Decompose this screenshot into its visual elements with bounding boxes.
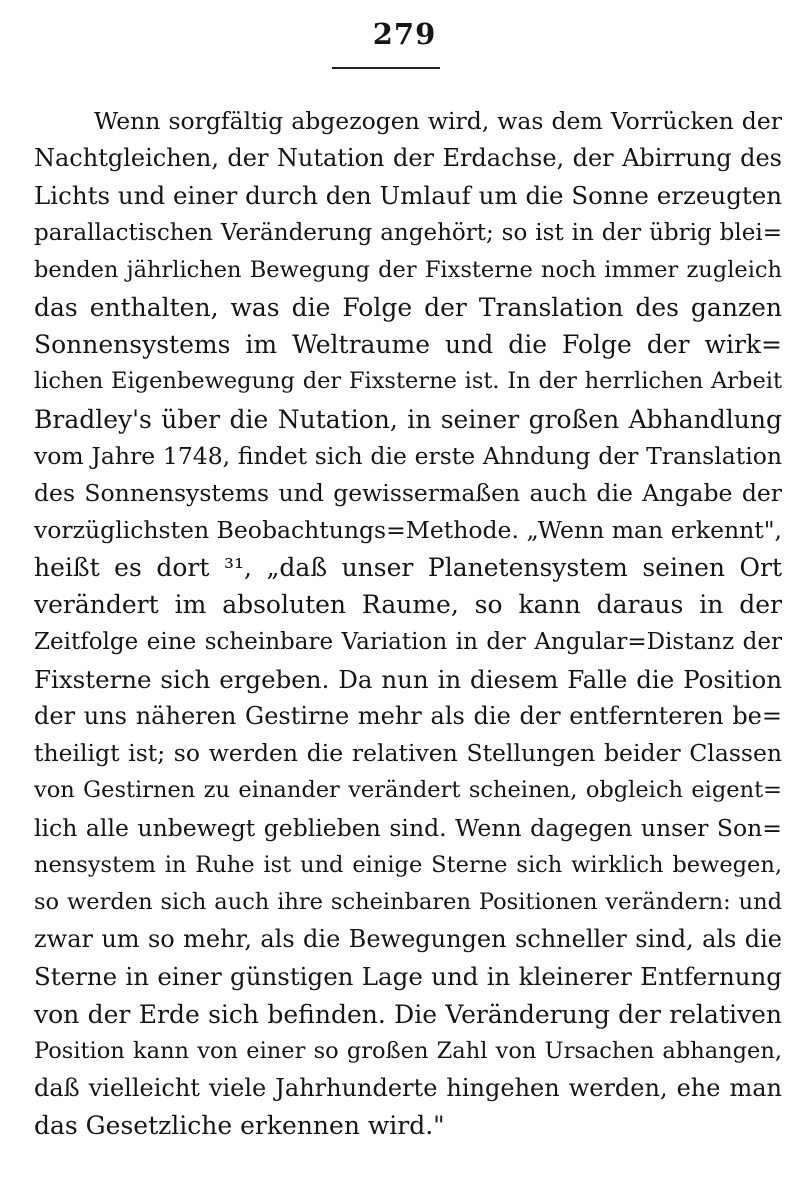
text-line: so werden sich auch ihre scheinbaren Positionen verändern: und	[34, 888, 782, 915]
text-line: nensystem in Ruhe ist und einige Sterne sich wirklich bewegen,	[34, 851, 782, 878]
text-line: Zeitfolge eine scheinbare Variation in der Angular=Distanz der	[34, 628, 782, 655]
text-line: heißt es dort ³¹, „daß unser Planetensystem seinen Ort	[34, 553, 782, 583]
text-line: das Gesetzliche erkennen wird."	[34, 1111, 445, 1141]
text-line: Wenn sorgfältig abgezogen wird, was dem Vorrücken der	[94, 107, 782, 135]
text-line: Sonnensystems im Weltraume und die Folge der wirk=	[34, 330, 782, 360]
text-line: von Gestirnen zu einander verändert scheinen, obgleich eigent=	[34, 777, 782, 804]
text-line: daß vielleicht viele Jahrhunderte hingehen werden, ehe man	[34, 1073, 782, 1102]
text-line: Position kann von einer so großen Zahl von Ursachen abhangen,	[34, 1037, 782, 1064]
text-line: Sterne in einer günstigen Lage und in kleinerer Entfernung	[34, 962, 782, 992]
text-line: vom Jahre 1748, findet sich die erste Ahndung der Translation	[34, 441, 782, 470]
text-line: Fixsterne sich ergeben. Da nun in diesem Falle die Position	[34, 664, 782, 694]
text-line: theiligt ist; so werden die relativen Stellungen beider Classen	[34, 739, 782, 768]
text-line: Nachtgleichen, der Nutation der Erdachse, der Abirrung des	[34, 144, 782, 173]
text-line: der uns näheren Gestirne mehr als die der entfernteren be=	[34, 702, 782, 730]
text-line: benden jährlichen Bewegung der Fixsterne noch immer zugleich	[34, 256, 782, 283]
body-text	[34, 103, 782, 1144]
text-line: zwar um so mehr, als die Bewegungen schneller sind, als die	[34, 925, 782, 954]
text-line: parallactischen Veränderung angehört; so ist in der übrig blei=	[34, 219, 782, 246]
text-line: verändert im absoluten Raume, so kann daraus in der	[34, 590, 782, 620]
page-number: 279	[372, 17, 437, 51]
text-line: Bradley's über die Nutation, in seiner großen Abhandlung	[34, 404, 782, 434]
text-line: Lichts und einer durch den Umlauf um die Sonne erzeugten	[34, 181, 782, 211]
text-line: lich alle unbewegt geblieben sind. Wenn dagegen unser Son=	[34, 813, 782, 842]
text-line: das enthalten, was die Folge der Translation des ganzen	[34, 292, 782, 322]
text-line: lichen Eigenbewegung der Fixsterne ist. In der herrlichen Arbeit	[34, 368, 782, 395]
text-line: von der Erde sich befinden. Die Veränderung der relativen	[34, 999, 782, 1029]
text-line: des Sonnensystems und gewissermaßen auch die Angabe der	[34, 478, 782, 507]
text-line: vorzüglichsten Beobachtungs=Methode. „Wenn man erkennt",	[34, 516, 782, 545]
header-rule	[332, 67, 440, 69]
